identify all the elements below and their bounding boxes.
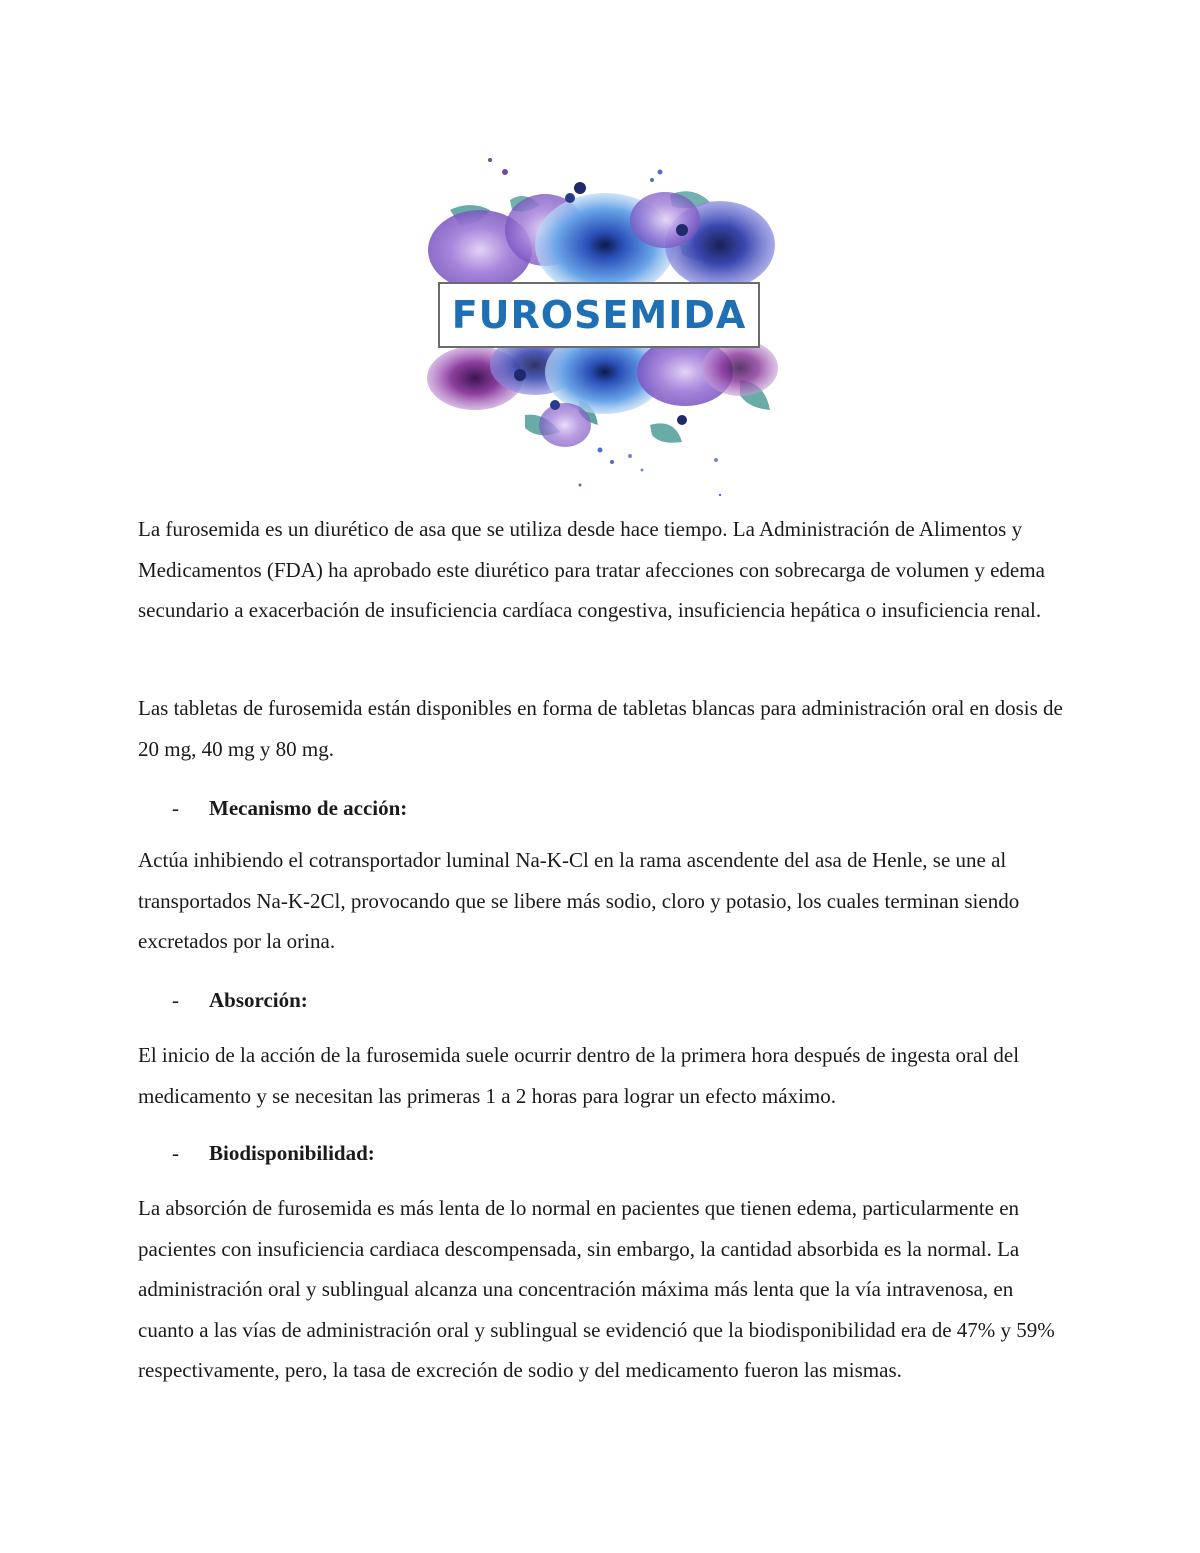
heading-absorption — [172, 985, 308, 1015]
heading-bioavailability-label: Biodisponibilidad: — [209, 1141, 375, 1165]
bottom-flower-cluster — [427, 330, 778, 496]
heading-absorption-label: Absorción: — [209, 988, 308, 1012]
bioavailability-paragraph: La absorción de furosemida es más lenta de lo normal en pacientes que tienen edema, particularmente en pacientes con insuficiencia cardiaca descompensada, sin embargo, la cantidad absorbida es la normal. La administración oral y sublingual alcanza una concentración máxima más lenta que la vía intravenosa, en cuanto a las vías de administración oral y sublingual se evidenció que la biodisponibilidad era de 47% y 59% respectivamente, pero, la tasa de excreción de sodio y del medicamento fueron las mismas. — [138, 1196, 1055, 1382]
title-banner — [420, 150, 780, 500]
document-title: FUROSEMIDA — [451, 293, 747, 337]
bullet-dash: - — [172, 796, 179, 820]
top-flower-cluster — [428, 158, 775, 297]
title-box — [438, 282, 760, 348]
bullet-dash: - — [172, 988, 179, 1012]
mechanism-paragraph: Actúa inhibiendo el cotransportador luminal Na-K-Cl en la rama ascendente del asa de Henle, se une al transportados Na-K-2Cl, provocando que se libere más sodio, cloro y potasio, los cuales terminan siendo excretados por la orina. — [138, 848, 1020, 953]
absorption-paragraph: El inicio de la acción de la furosemida suele ocurrir dentro de la primera hora después de ingesta oral del medicamento y se necesitan las primeras 1 a 2 horas para lograr un efecto máximo. — [138, 1043, 1020, 1108]
heading-bioavailability — [172, 1138, 375, 1168]
tablets-paragraph: Las tabletas de furosemida están disponibles en forma de tabletas blancas para administración oral en dosis de 20 mg, 40 mg y 80 mg. — [138, 696, 1063, 761]
heading-mechanism — [172, 793, 407, 823]
bullet-dash: - — [172, 1141, 179, 1165]
intro-paragraph: La furosemida es un diurético de asa que se utiliza desde hace tiempo. La Administración de Alimentos y Medicamentos (FDA) ha aprobado este diurético para tratar afecciones con sobrecarga de volumen y edema secundario a exacerbación de insuficiencia cardíaca congestiva, insuficiencia hepática o insuficiencia renal. — [138, 517, 1045, 622]
heading-mechanism-label: Mecanismo de acción: — [209, 796, 408, 820]
